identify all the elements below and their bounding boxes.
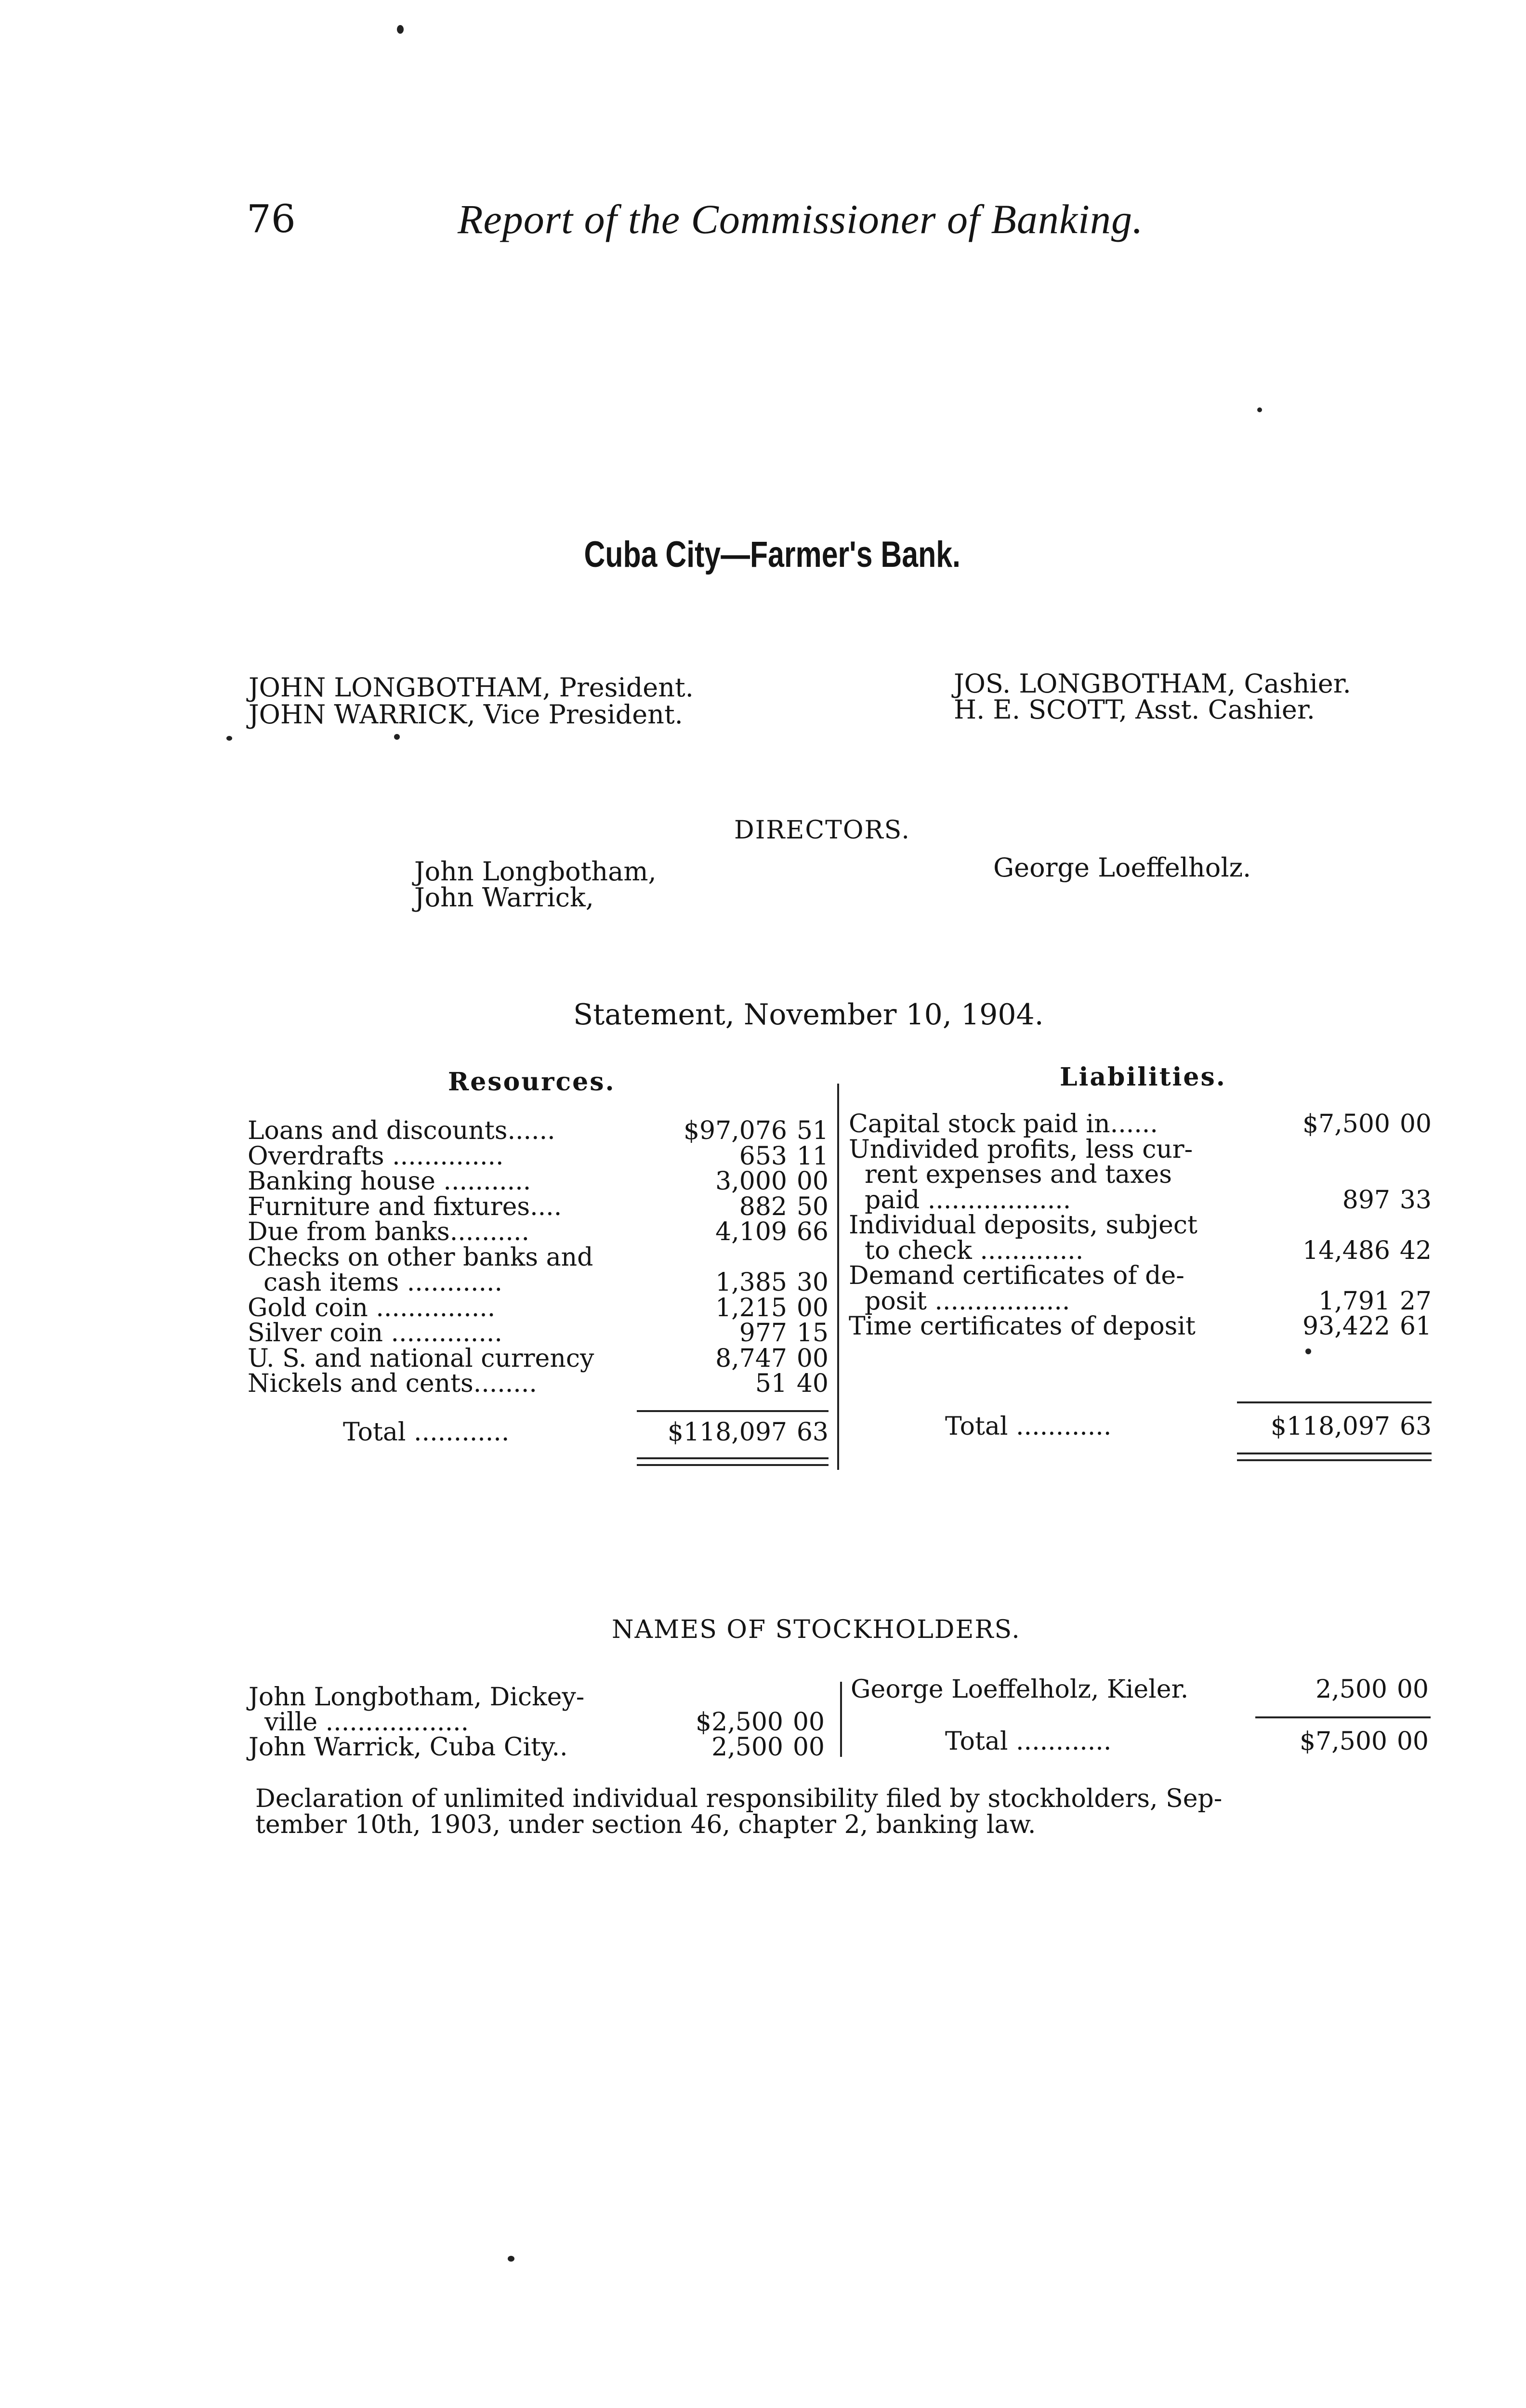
row-label: Loans and discounts...... <box>248 1116 555 1145</box>
row-cents: 51 <box>796 1116 829 1145</box>
total-cents: 63 <box>1399 1412 1432 1441</box>
row-dollars: 897 <box>1342 1185 1390 1215</box>
resources-heading: Resources. <box>448 1067 616 1097</box>
director-name: John Longbotham, <box>414 856 657 887</box>
row-label: U. S. and national currency <box>248 1344 594 1373</box>
row-cents: 42 <box>1399 1236 1432 1265</box>
row-cents: 00 <box>796 1167 829 1196</box>
row-dollars: 653 <box>739 1141 787 1171</box>
row-dollars: $7,500 <box>1302 1110 1390 1139</box>
page-number: 76 <box>247 196 296 241</box>
row-cents: 00 <box>796 1293 829 1322</box>
row-cents: 61 <box>1399 1312 1432 1341</box>
row-cents: 00 <box>1396 1675 1429 1704</box>
total-dollars: $118,097 <box>667 1418 787 1447</box>
bank-title: Cuba City—Farmer's Bank. <box>584 534 960 575</box>
total-cents: 63 <box>796 1418 829 1447</box>
total-label: Total ............ <box>945 1412 1112 1441</box>
row-cents: 00 <box>792 1708 825 1737</box>
row-label: Individual deposits, subject <box>849 1211 1197 1240</box>
row-dollars: 14,486 <box>1302 1236 1390 1265</box>
row-label: Due from banks.......... <box>248 1217 529 1246</box>
row-label: paid .................. <box>849 1185 1071 1215</box>
row-label: Silver coin .............. <box>248 1319 502 1348</box>
row-dollars: 3,000 <box>715 1167 787 1196</box>
row-label: posit ................. <box>849 1286 1070 1316</box>
total-dollars: $7,500 <box>1300 1727 1387 1756</box>
total-label: Total ............ <box>945 1727 1112 1756</box>
officer-asst-cashier: H. E. SCOTT, Asst. Cashier. <box>954 694 1315 725</box>
row-label: John Warrick, Cuba City.. <box>249 1733 568 1762</box>
row-label: ville .................. <box>249 1708 469 1737</box>
row-dollars: $2,500 <box>696 1708 783 1737</box>
speck <box>226 736 232 741</box>
double-rule <box>637 1457 829 1459</box>
row-dollars: 1,215 <box>715 1293 787 1322</box>
director-name: John Warrick, <box>414 882 594 913</box>
row-cents: 00 <box>1399 1110 1432 1139</box>
total-rule <box>1237 1401 1432 1403</box>
row-dollars: $97,076 <box>683 1116 787 1145</box>
row-dollars: 2,500 <box>1316 1675 1387 1704</box>
row-cents: 00 <box>796 1344 829 1373</box>
declaration-line: tember 10th, 1903, under section 46, chapter 2, banking law. <box>255 1810 1036 1839</box>
row-label: Capital stock paid in...... <box>849 1110 1158 1139</box>
row-label: Demand certificates of de- <box>849 1261 1184 1290</box>
row-cents: 00 <box>792 1733 825 1762</box>
double-rule <box>1237 1453 1432 1454</box>
row-label: cash items ............ <box>248 1268 503 1297</box>
row-cents: 50 <box>796 1192 829 1221</box>
row-label: Banking house ........... <box>248 1167 531 1196</box>
speck <box>508 2256 514 2262</box>
row-label: Time certificates of deposit <box>849 1312 1196 1341</box>
row-cents: 15 <box>796 1319 829 1348</box>
row-label: to check ............. <box>849 1236 1084 1265</box>
total-rule <box>1255 1716 1431 1718</box>
officer-cashier: JOS. LONGBOTHAM, Cashier. <box>954 668 1351 699</box>
row-cents: 40 <box>796 1369 829 1398</box>
row-dollars: 93,422 <box>1302 1312 1390 1341</box>
row-label: Undivided profits, less cur- <box>849 1135 1193 1164</box>
row-label: Furniture and fixtures.... <box>248 1192 562 1221</box>
row-label: Checks on other banks and <box>248 1243 593 1272</box>
total-rule <box>637 1410 829 1412</box>
statement-title: Statement, November 10, 1904. <box>573 998 1044 1032</box>
double-rule <box>637 1464 829 1466</box>
liabilities-heading: Liabilities. <box>1060 1062 1226 1092</box>
row-cents: 66 <box>796 1217 829 1246</box>
total-label: Total ............ <box>343 1418 510 1447</box>
row-dollars: 4,109 <box>715 1217 787 1246</box>
row-cents: 30 <box>796 1268 829 1297</box>
double-rule <box>1237 1459 1432 1461</box>
director-name: George Loeffelholz. <box>993 852 1251 883</box>
column-divider <box>837 1084 839 1470</box>
speck <box>394 734 400 740</box>
stockholders-heading: NAMES OF STOCKHOLDERS. <box>612 1615 1021 1644</box>
directors-heading: DIRECTORS. <box>734 816 910 845</box>
row-label: Overdrafts .............. <box>248 1141 504 1171</box>
row-dollars: 882 <box>739 1192 787 1221</box>
stockholders-divider <box>840 1682 842 1757</box>
row-cents: 11 <box>796 1141 829 1171</box>
total-cents: 00 <box>1396 1727 1429 1756</box>
speck <box>397 25 404 34</box>
speck <box>1305 1348 1311 1354</box>
running-head-title: Report of the Commissioner of Banking. <box>458 196 1144 242</box>
declaration-line: Declaration of unlimited individual responsibility filed by stockholders, Sep- <box>255 1784 1223 1813</box>
speck <box>1257 407 1262 412</box>
row-label: George Loeffelholz, Kieler. <box>851 1675 1189 1704</box>
row-dollars: 1,791 <box>1318 1286 1390 1316</box>
row-label: John Longbotham, Dickey- <box>249 1683 585 1712</box>
row-dollars: 51 <box>755 1369 787 1398</box>
row-dollars: 2,500 <box>711 1733 783 1762</box>
row-dollars: 1,385 <box>715 1268 787 1297</box>
officer-vice-president: JOHN WARRICK, Vice President. <box>249 699 683 730</box>
row-cents: 27 <box>1399 1286 1432 1316</box>
row-dollars: 8,747 <box>715 1344 787 1373</box>
row-label: rent expenses and taxes <box>849 1160 1172 1189</box>
row-cents: 33 <box>1399 1185 1432 1215</box>
total-dollars: $118,097 <box>1270 1412 1390 1441</box>
row-label: Nickels and cents........ <box>248 1369 537 1398</box>
row-dollars: 977 <box>739 1319 787 1348</box>
row-label: Gold coin ............... <box>248 1293 496 1322</box>
officer-president: JOHN LONGBOTHAM, President. <box>249 672 694 703</box>
